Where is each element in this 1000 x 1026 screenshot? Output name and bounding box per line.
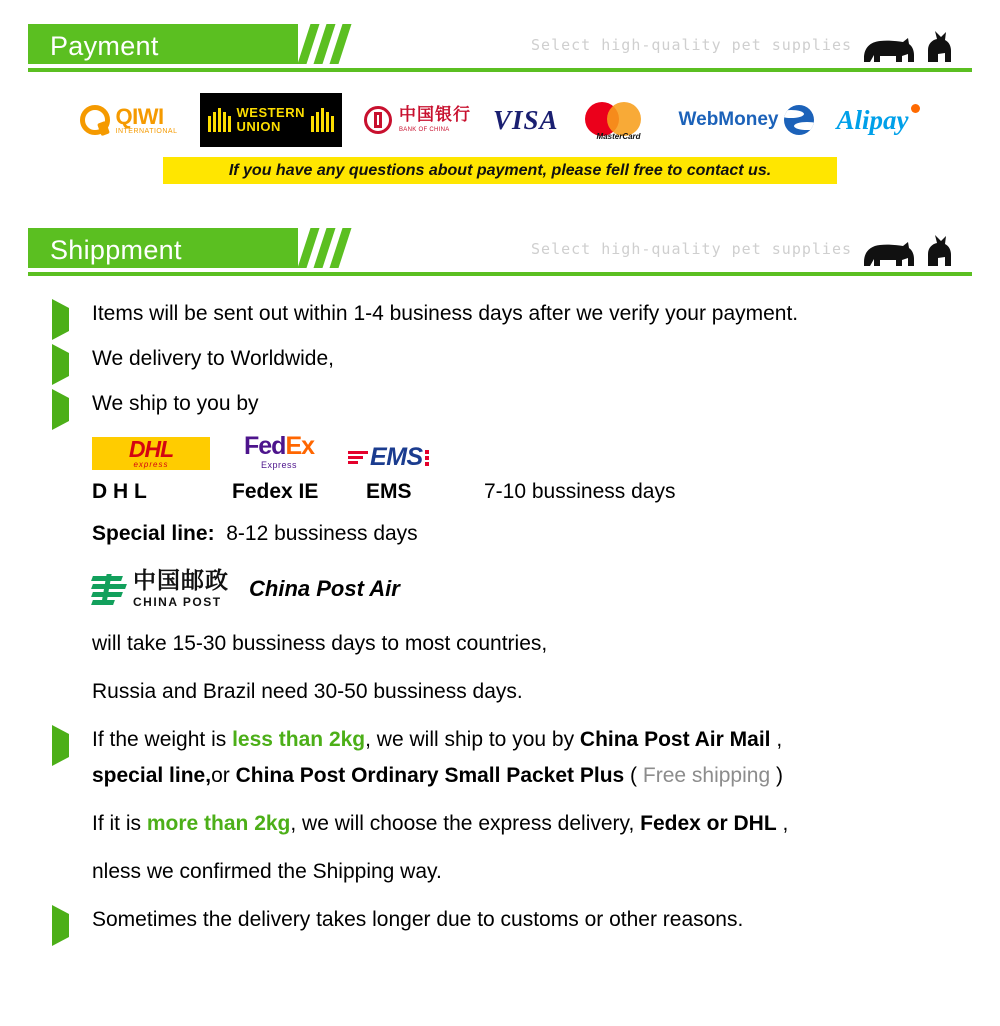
shipment-section-header — [28, 228, 972, 276]
shipment-bullet-3 — [0, 390, 1000, 418]
weight-rule-line-4: nless we confirmed the Shipping way. — [92, 860, 442, 883]
header-slashes-decoration — [304, 24, 376, 64]
fedex-logo — [244, 434, 314, 470]
weight-rule-paren-open: ( — [624, 764, 638, 787]
china-post-mark-icon — [92, 574, 126, 604]
arrow-bullet-icon — [52, 912, 82, 940]
ems-label: EMS — [370, 443, 423, 471]
special-line-days: 8-12 bussiness days — [226, 522, 418, 545]
payment-tagline: Select high-quality pet supplies — [531, 36, 852, 54]
qiwi-sublabel: INTERNATIONAL — [115, 127, 178, 135]
shipment-bullet-1 — [0, 300, 1000, 328]
pets-silhouette-icon — [858, 28, 954, 68]
weight-rule-line-1 — [92, 726, 1000, 754]
china-post-en: CHINA POST — [133, 595, 222, 609]
fedex-sublabel: Express — [261, 460, 298, 470]
ems-bars-icon — [348, 451, 368, 464]
mastercard-logo — [581, 98, 657, 142]
bank-of-china-mark-icon — [364, 106, 392, 134]
shipment-bullet-1-text: Items will be sent out within 1-4 business days after we verify your payment. — [92, 302, 799, 325]
special-line-separator: : — [207, 522, 215, 545]
mastercard-label: MasterCard — [596, 132, 641, 141]
weight-rule-mail: China Post Air Mail — [579, 728, 771, 751]
weight-rule-packet-plus: China Post Ordinary Small Packet Plus — [235, 764, 625, 787]
shipment-title: Shippment — [50, 235, 182, 265]
pets-silhouette-icon-2 — [858, 232, 954, 272]
weight-rule-pre: If the weight is — [92, 728, 233, 751]
courier-name-dhl: D H L — [92, 480, 147, 503]
weight-rule-line-2 — [92, 762, 1000, 790]
china-post-note-1: will take 15-30 bussiness days to most countries, — [92, 632, 548, 655]
courier-delivery-days: 7-10 bussiness days — [484, 480, 676, 503]
payment-section-header — [28, 24, 972, 72]
dhl-logo — [92, 437, 210, 470]
arrow-bullet-icon — [52, 396, 82, 424]
weight-rule-line-3 — [92, 810, 1000, 838]
courier-names-row — [92, 478, 1000, 506]
fedex-fed-label: Fed — [244, 432, 286, 460]
bank-of-china-en: BANK OF CHINA — [399, 127, 450, 133]
weight-rule-carrier: Fedex or DHL — [640, 812, 777, 835]
china-post-logo — [92, 570, 229, 608]
visa-logo: VISA — [493, 104, 559, 135]
weight-rule-light: less than 2kg — [232, 728, 366, 751]
payment-contact-banner — [163, 157, 837, 184]
weight-rule-special-line: special line, — [92, 764, 212, 787]
mastercard-yellow-circle-icon — [607, 102, 641, 136]
weight-rule-mid: , we will ship to you by — [365, 728, 580, 751]
alipay-logo: Alipay — [836, 98, 920, 142]
western-union-line1: WESTERN — [236, 105, 305, 121]
weight-rule-or: or — [211, 764, 236, 787]
courier-logos-row — [92, 424, 1000, 470]
fedex-ex-label: Ex — [285, 432, 315, 460]
qiwi-label: QIWI — [115, 103, 164, 129]
western-union-bars-icon-2 — [311, 108, 334, 132]
payment-contact-text: If you have any questions about payment, please fell free to contact us. — [228, 161, 772, 179]
shipment-bullet-3-text: We ship to you by — [92, 392, 259, 415]
weight-rule-line3-end: , — [776, 812, 789, 835]
payment-title: Payment — [50, 31, 159, 61]
courier-name-ems: EMS — [366, 480, 412, 503]
shipment-bullet-2 — [0, 345, 1000, 373]
western-union-bars-icon — [208, 108, 231, 132]
china-post-cn: 中国邮政 — [133, 568, 229, 594]
bank-of-china-logo — [364, 98, 471, 142]
webmoney-logo — [679, 98, 815, 142]
weight-rule-heavy: more than 2kg — [146, 812, 291, 835]
weight-rule-bullet — [0, 726, 1000, 754]
bank-of-china-cn: 中国银行 — [399, 105, 471, 125]
header-slashes-decoration-2 — [304, 228, 376, 268]
shipment-body — [0, 300, 1000, 951]
ems-logo — [348, 445, 429, 470]
qiwi-mark-icon — [80, 105, 110, 135]
weight-rule-free-shipping: Free shipping — [642, 764, 771, 787]
weight-rule-line3-pre: If it is — [92, 812, 147, 835]
arrow-bullet-icon — [52, 306, 82, 334]
arrow-bullet-icon — [52, 351, 82, 379]
western-union-logo — [200, 93, 343, 147]
china-post-air-label: China Post Air — [249, 576, 400, 601]
payment-logos-row — [0, 94, 1000, 146]
western-union-line2: UNION — [236, 119, 281, 134]
special-line-row — [92, 520, 1000, 548]
arrow-bullet-icon — [52, 732, 82, 760]
ems-dots-icon — [425, 450, 429, 466]
dhl-sublabel: express — [133, 460, 169, 469]
weight-rule-line3-mid: , we will choose the express delivery, — [290, 812, 641, 835]
webmoney-globe-icon — [784, 105, 814, 135]
qiwi-logo — [80, 98, 178, 142]
china-post-note-2: Russia and Brazil need 30-50 bussiness days. — [92, 680, 523, 703]
shipment-bullet-2-text: We delivery to Worldwide, — [92, 347, 334, 370]
webmoney-label: WebMoney — [678, 109, 779, 130]
shipment-bullet-last — [0, 906, 1000, 934]
weight-rule-comma: , — [770, 728, 783, 751]
special-line-label: Special line — [92, 522, 208, 545]
courier-name-fedex: Fedex IE — [232, 480, 319, 503]
weight-rule-paren-close: ) — [775, 764, 783, 787]
shipment-bullet-last-text: Sometimes the delivery takes longer due to customs or other reasons. — [92, 908, 744, 931]
shipment-tagline: Select high-quality pet supplies — [531, 240, 852, 258]
dhl-label: DHL — [128, 436, 174, 462]
china-post-row — [92, 570, 1000, 608]
